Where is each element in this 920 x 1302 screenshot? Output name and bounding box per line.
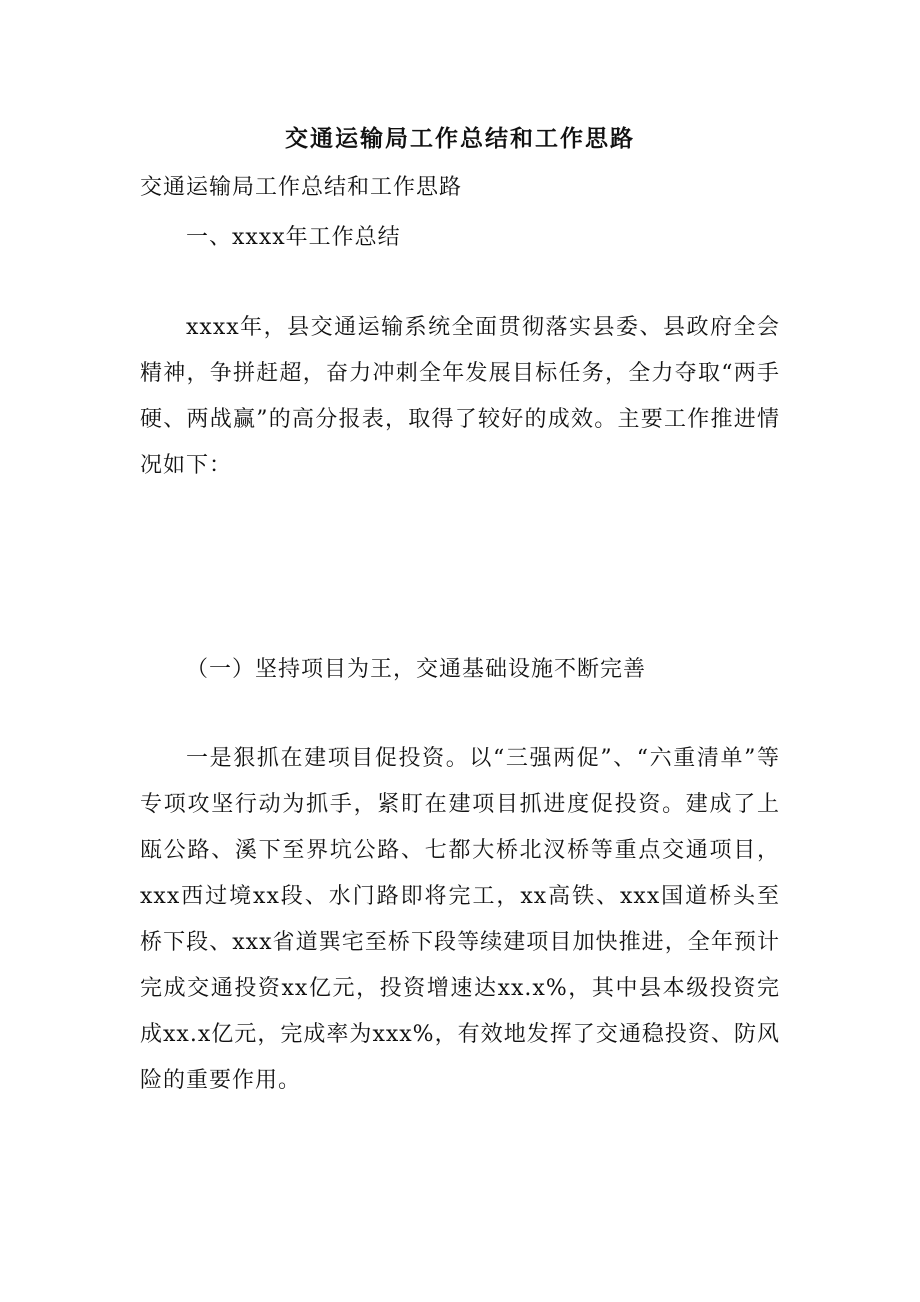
section-heading: 一、xxxx年工作总结 (186, 225, 401, 250)
intro-paragraph: xxxx年，县交通运输系统全面贯彻落实县委、县政府全会精神，争拼赶超，奋力冲刺全年发展目标任务，全力夺取“两手硬、两战赢”的高分报表，取得了较好的成效。主要工作推进情况如下： (140, 315, 780, 478)
document-title: 交通运输局工作总结和工作思路 (285, 125, 635, 152)
subsection-heading: （一）坚持项目为王，交通基础设施不断完善 (186, 657, 647, 682)
body-paragraph: 一是狠抓在建项目促投资。以“三强两促”、“六重清单”等专项攻坚行动为抓手，紧盯在建项目抓进度促投资。建成了上瓯公路、溪下至界坑公路、七都大桥北汊桥等重点交通项目，xxx西过境xx段、水门路即将完工，xx高铁、xxx国道桥头至桥下段、xxx省道巽宅至桥下段等续建项目加快推进，全年预计完成交通投资xx亿元，投资增速达xx.x%，其中县本级投资完成xx.x亿元，完成率为xxx%，有效地发挥了交通稳投资、防风险的重要作用。 (140, 746, 780, 1093)
document-subtitle: 交通运输局工作总结和工作思路 (140, 175, 463, 200)
